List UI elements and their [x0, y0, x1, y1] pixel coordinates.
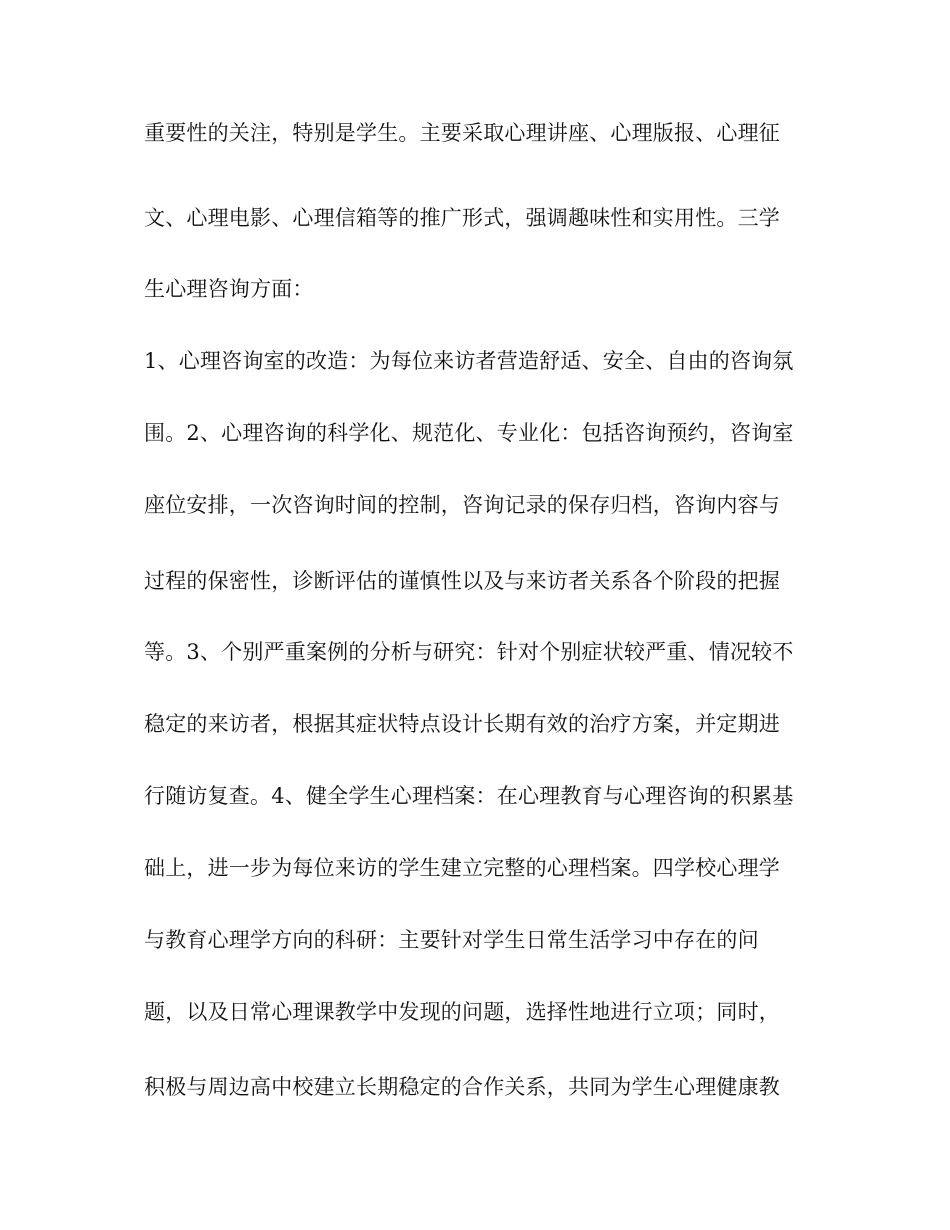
text-line: 过程的保密性，诊断评估的谨慎性以及与来访者关系各个阶段的把握 [144, 569, 780, 593]
text-line: 围。2、心理咨询的科学化、规范化、专业化：包括咨询预约，咨询室 [144, 421, 794, 445]
text-line: 行随访复查。4、健全学生心理档案：在心理教育与心理咨询的积累基 [144, 784, 794, 808]
text-line: 1、心理咨询室的改造：为每位来访者营造舒适、安全、自由的咨询氛 [144, 349, 794, 373]
text-line: 题，以及日常心理课教学中发现的问题，选择性地进行立项；同时， [144, 1000, 780, 1024]
text-line: 础上，进一步为每位来访的学生建立完整的心理档案。四学校心理学 [144, 856, 780, 880]
text-line: 生心理咨询方面： [144, 277, 314, 301]
text-line: 稳定的来访者，根据其症状特点设计长期有效的治疗方案，并定期进 [144, 712, 780, 736]
text-line: 文、心理电影、心理信箱等的推广形式，强调趣味性和实用性。三学 [144, 206, 780, 230]
text-line: 积极与周边高中校建立长期稳定的合作关系，共同为学生心理健康教 [144, 1075, 780, 1099]
text-line: 与教育心理学方向的科研：主要针对学生日常生活学习中存在的问 [144, 928, 759, 952]
text-line: 重要性的关注，特别是学生。主要采取心理讲座、心理版报、心理征 [144, 121, 780, 145]
text-line: 等。3、个别严重案例的分析与研究：针对个别症状较严重、情况较不 [144, 640, 794, 664]
text-line: 座位安排，一次咨询时间的控制，咨询记录的保存归档，咨询内容与 [144, 493, 780, 517]
